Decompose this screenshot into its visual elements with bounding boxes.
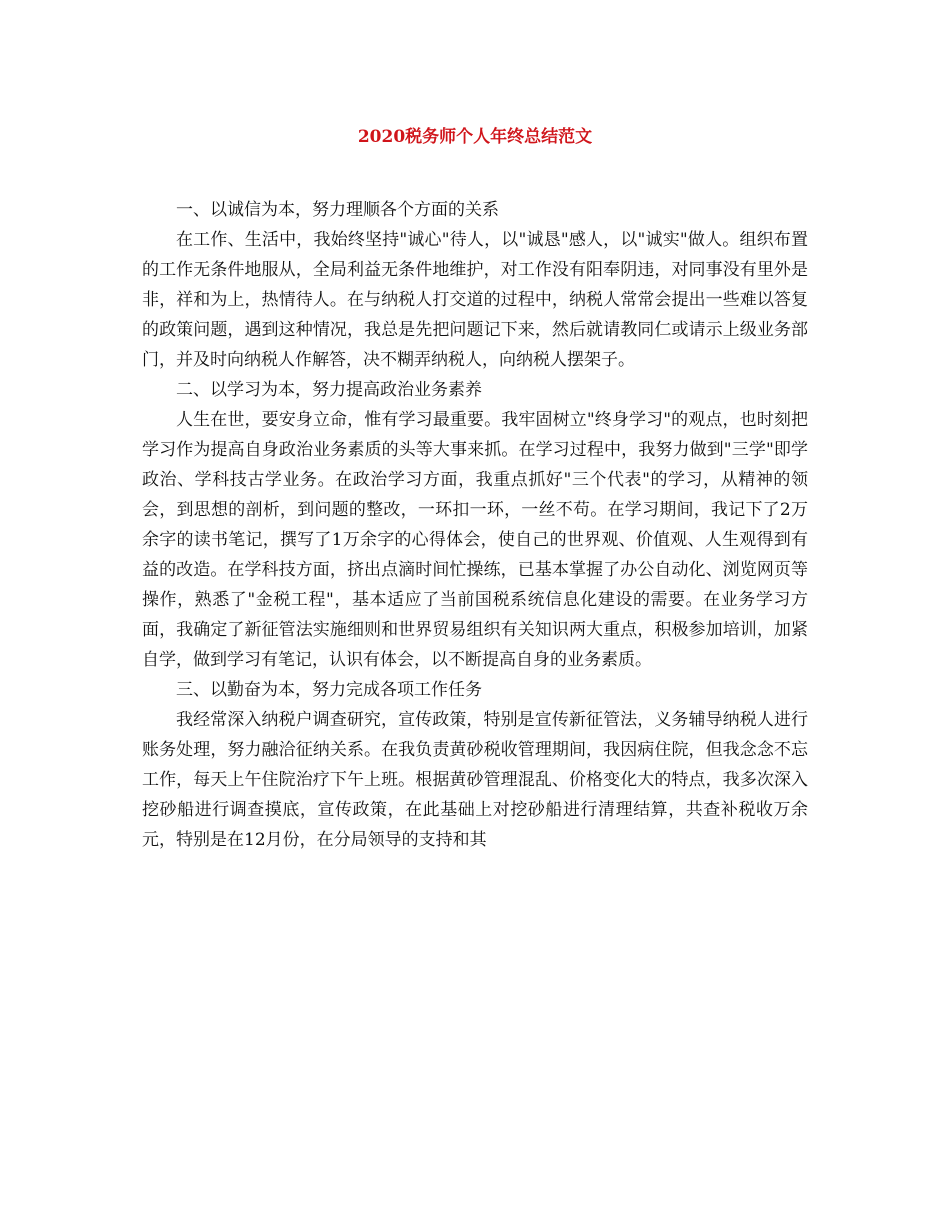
paragraph-1: 在工作、生活中，我始终坚持"诚心"待人，以"诚恳"感人，以"诚实"做人。组织布置的工作无条件地服从，全局利益无条件地维护，对工作没有阳奉阴违，对同事没有里外是非，祥和为上，热情待人。在与纳税人打交道的过程中，纳税人常常会提出一些难以答复的政策问题，遇到这种情况，我总是先把问题记下来，然后就请教同仁或请示上级业务部门，并及时向纳税人作解答，决不糊弄纳税人，向纳税人摆架子。: [142, 230, 808, 370]
section-heading-3: 三、以勤奋为本，努力完成各项工作任务: [176, 680, 482, 700]
paragraph-3: 我经常深入纳税户调查研究，宣传政策，特别是宣传新征管法，义务辅导纳税人进行账务处理，努力融洽征纳关系。在我负责黄砂税收管理期间，我因病住院，但我念念不忘工作，每天上午住院治疗下午上班。根据黄砂管理混乱、价格变化大的特点，我多次深入挖砂船进行调查摸底，宣传政策，在此基础上对挖砂船进行清理结算，共查补税收万余元，特别是在12月份，在分局领导的支持和其: [142, 710, 808, 850]
section-heading-2: 二、以学习为本，努力提高政治业务素养: [176, 380, 482, 400]
document-title: 2020税务师个人年终总结范文: [357, 127, 593, 147]
section-heading-1: 一、以诚信为本，努力理顺各个方面的关系: [176, 200, 499, 220]
paragraph-2: 人生在世，要安身立命，惟有学习最重要。我牢固树立"终身学习"的观点，也时刻把学习作为提高自身政治业务素质的头等大事来抓。在学习过程中，我努力做到"三学"即学政治、学科技古学业务。在政治学习方面，我重点抓好"三个代表"的学习，从精神的领会，到思想的剖析，到问题的整改，一环扣一环，一丝不苟。在学习期间，我记下了2万余字的读书笔记，撰写了1万余字的心得体会，使自己的世界观、价值观、人生观得到有益的改造。在学科技方面，挤出点滴时间忙操练，已基本掌握了办公自动化、浏览网页等操作，熟悉了"金税工程"，基本适应了当前国税系统信息化建设的需要。在业务学习方面，我确定了新征管法实施细则和世界贸易组织有关知识两大重点，积极参加培训，加紧自学，做到学习有笔记，认识有体会，以不断提高自身的业务素质。: [142, 410, 808, 670]
document-body: [142, 195, 808, 855]
